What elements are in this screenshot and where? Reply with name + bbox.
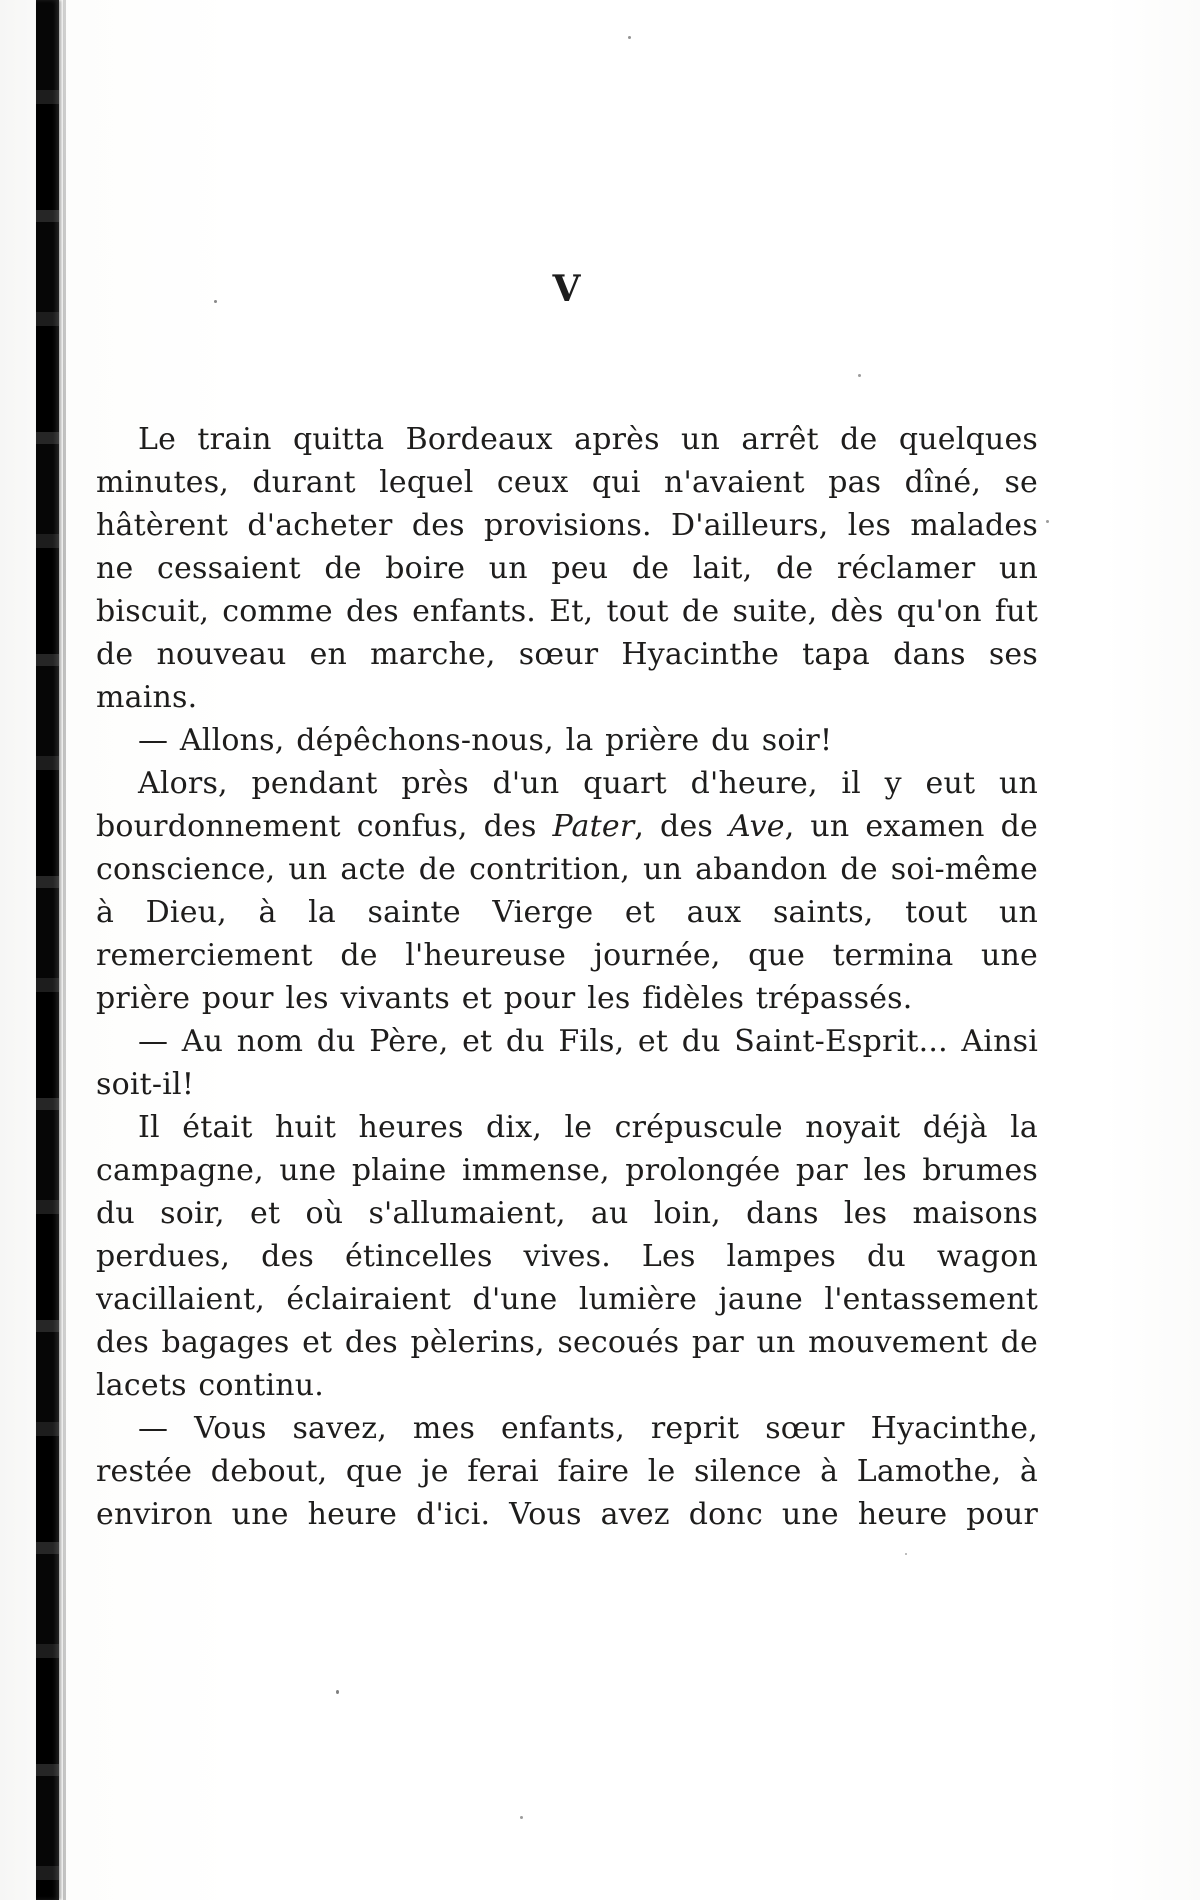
paragraph — [96, 418, 1038, 719]
text-segment: — Vous savez, mes enfants, reprit sœur Hyacinthe, restée debout, que je ferai faire le silence à Lamothe, à environ une heure d'ici. Vous avez donc une heure pour — [96, 1411, 1038, 1532]
paragraph — [96, 719, 1038, 762]
chapter-heading: V — [552, 268, 582, 310]
text-segment: Il était huit heures dix, le crépuscule noyait déjà la campagne, une plaine immense, prolongée par les brumes du soir, et où s'allumaient, au loin, dans les maisons perdues, des étincelles vives. Les lampes du wagon vacillaient, éclairaient d'une lumière jaune l'entassement des bagages et des pèlerins, secoués par un mouvement de lacets continu. — [96, 1110, 1038, 1403]
text-segment: Alors, pendant près d'un quart d'heure, il y eut un bourdonnement confus, des — [96, 766, 1038, 844]
scan-speck — [520, 1816, 523, 1819]
italic-text: Pater — [552, 809, 635, 844]
italic-text: Ave — [728, 809, 785, 844]
text-segment: — Au nom du Père, et du Fils, et du Saint-Esprit... Ainsi soit-il! — [96, 1024, 1038, 1102]
scan-speck — [336, 1690, 339, 1694]
text-segment: , des — [634, 809, 729, 844]
text-segment: , un examen de conscience, un acte de contrition, un abandon de soi-même à Dieu, à la sainte Vierge et aux saints, tout un remerciement de l'heureuse journée, que termina une prière pour les vivants et pour les fidèles trépassés. — [96, 809, 1038, 1016]
paragraph — [96, 1020, 1038, 1106]
scan-binding-band — [36, 0, 59, 1900]
text-segment: — Allons, dépêchons-nous, la prière du soir! — [138, 723, 833, 758]
scan-speck — [214, 300, 217, 303]
body-text — [96, 418, 1038, 1536]
paragraph — [96, 762, 1038, 1020]
paragraph — [96, 1106, 1038, 1407]
scan-speck — [1046, 520, 1049, 523]
scan-speck — [628, 36, 631, 39]
scan-speck — [858, 374, 861, 377]
paragraph — [96, 1407, 1038, 1536]
text-segment: Le train quitta Bordeaux après un arrêt de quelques minutes, durant lequel ceux qui n'avaient pas dîné, se hâtèrent d'acheter des provisions. D'ailleurs, les malades ne cessaient de boire un peu de lait, de réclamer un biscuit, comme des enfants. Et, tout de suite, dès qu'on fut de nouveau en marche, sœur Hyacinthe tapa dans ses mains. — [96, 422, 1038, 715]
scan-speck — [905, 1553, 907, 1555]
